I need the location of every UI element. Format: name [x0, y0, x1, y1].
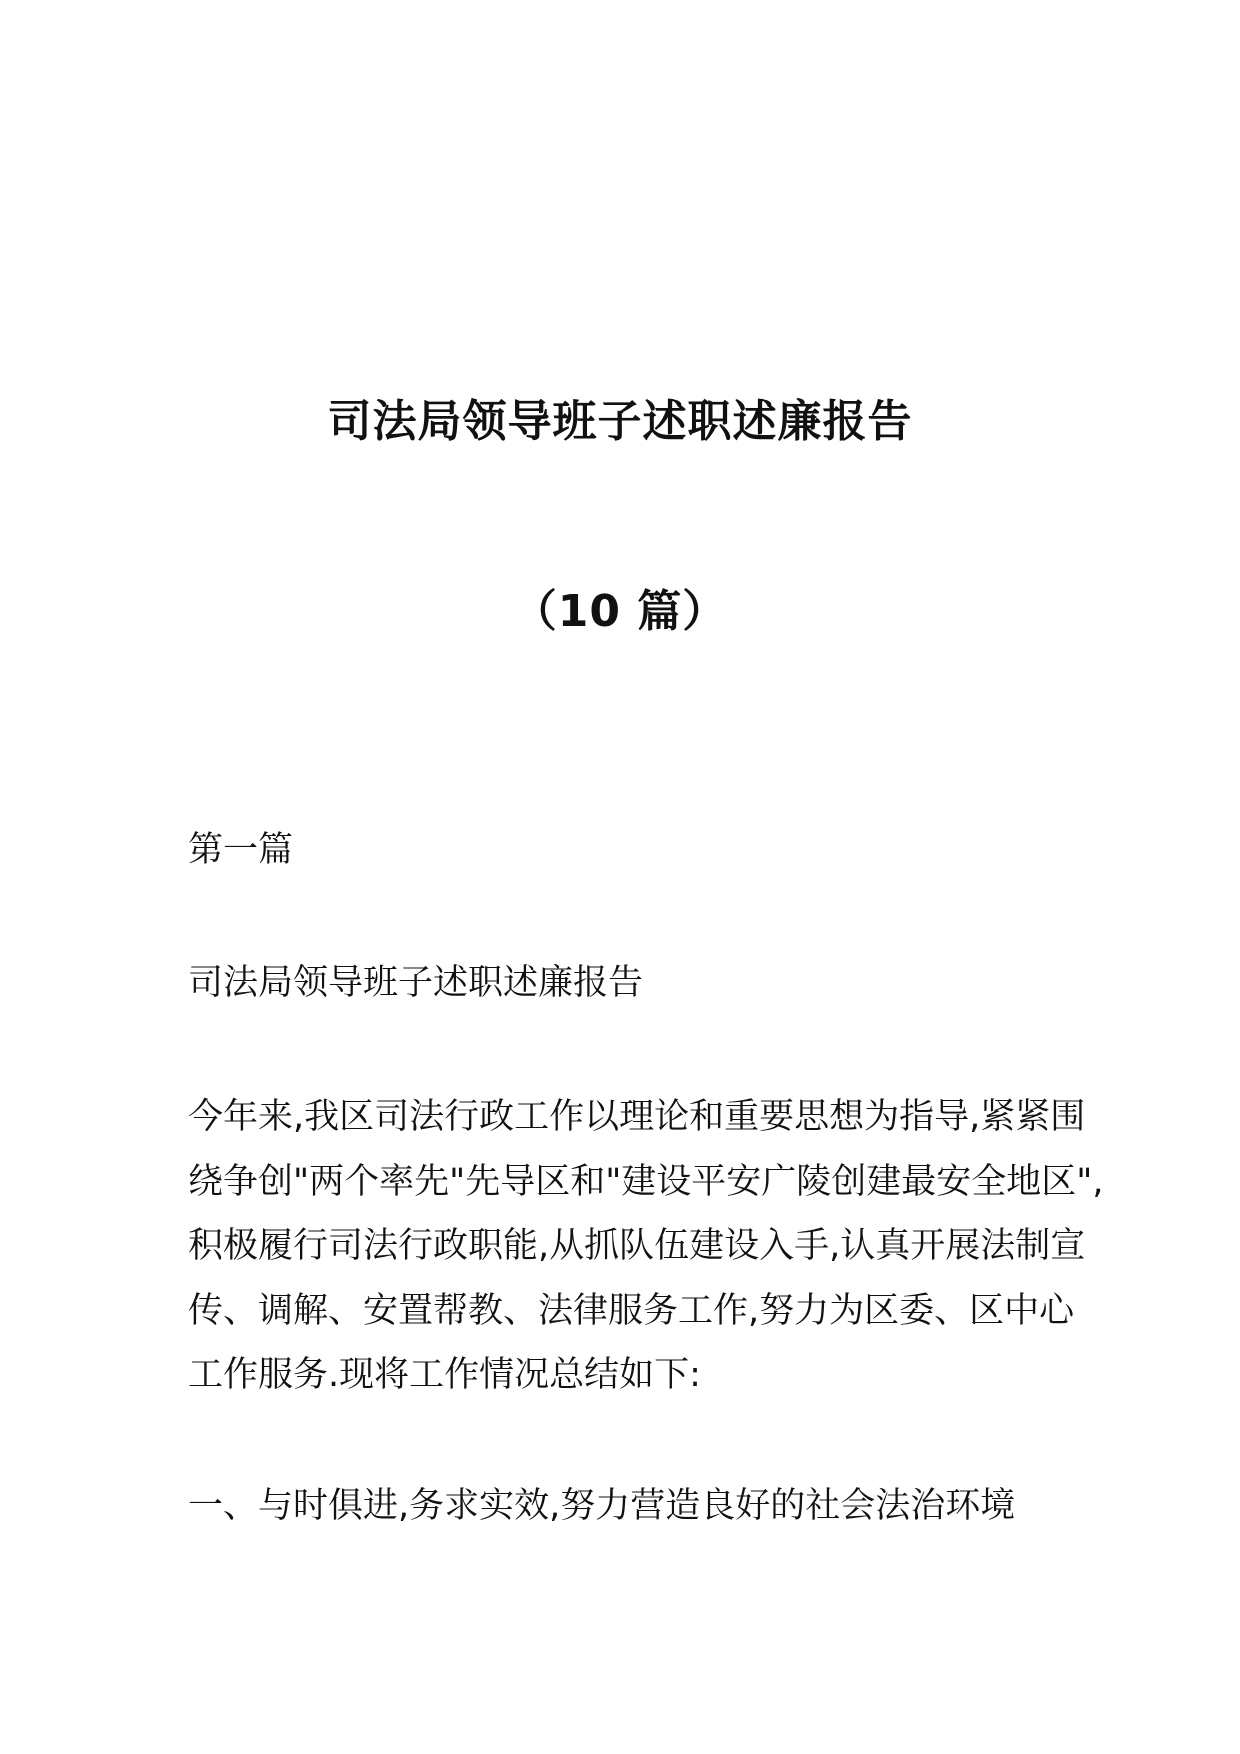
document-title: 司法局领导班子述职述廉报告: [327, 396, 913, 447]
paragraph-line: 今年来,我区司法行政工作以理论和重要思想为指导,紧紧围: [188, 1097, 1086, 1137]
document-subtitle: （10 篇）: [512, 586, 728, 637]
paragraph-line: 传、调解、安置帮教、法律服务工作,努力为区委、区中心: [188, 1290, 1075, 1331]
paragraph-line: 工作服务.现将工作情况总结如下:: [188, 1355, 701, 1395]
intro-paragraph: [188, 1085, 1104, 1408]
section-label: 第一篇: [188, 830, 294, 870]
paragraph-line: 积极履行司法行政职能,从抓队伍建设入手,认真开展法制宣: [188, 1226, 1086, 1266]
section-heading: 一、与时俱进,务求实效,努力营造良好的社会法治环境: [188, 1486, 1016, 1526]
paragraph-line: 绕争创"两个率先"先导区和"建设平安广陵创建最安全地区",: [188, 1161, 1104, 1202]
report-heading: 司法局领导班子述职述廉报告: [188, 963, 644, 1003]
